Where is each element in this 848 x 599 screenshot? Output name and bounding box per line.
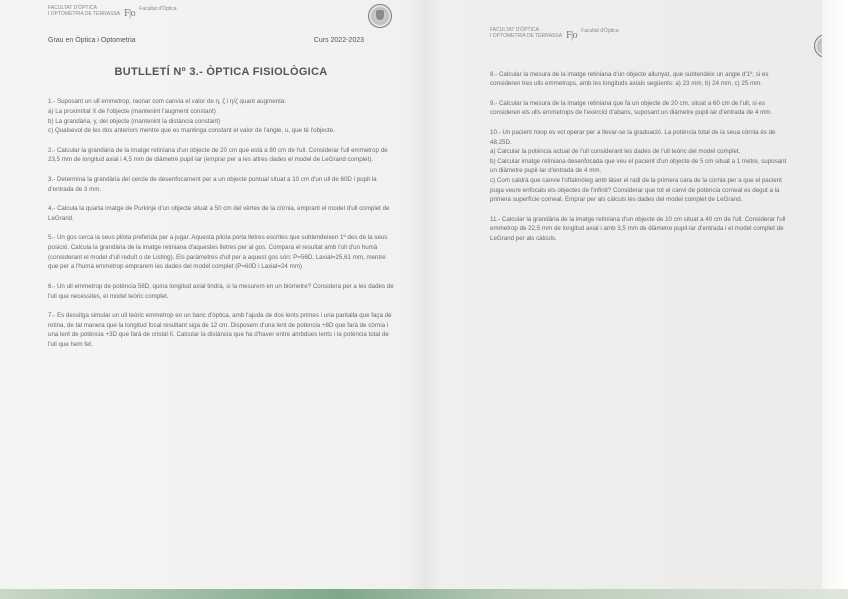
- left-exercise-list: [48, 97, 394, 349]
- exercise-9: [490, 99, 794, 118]
- desk-edge: [0, 589, 848, 599]
- logo-line-2: I OPTOMETRIA DE TERRASSA: [48, 10, 121, 17]
- logo-text-right: Facultat d'Òptica: [581, 28, 619, 34]
- exercise-7: [48, 311, 394, 349]
- exercise-line: 4.- Calcula la quarta imatge de Purkinje d'un objecte situat a 50 cm del vèrtex de la còrnia, emprant el model d'ull complet de LeGrand.: [48, 205, 390, 222]
- exercise-2: [48, 146, 394, 165]
- exercise-line: a) Calcular la potència actual de l'ull considerant les dades de l'ull teòric del model complet.: [490, 148, 741, 156]
- exercise-line: 7.- Es dessitga simular un ull teòric emmetrop en un banc d'òptica, amb l'ajuda de dos lents primes i una pantalla que faça de retina, de tal manera que la longitud focal resultant siga de 12 cm. Disposem d'una lent de potència +8D que farà de còrnia i una lent de potència +3D que farà de cristal·lí. Calcular la distància que ha d'haver entre ambdues lents i la potència total de l'ull que hem fet.: [48, 312, 392, 348]
- exercise-line: 3.- Determina la grandària del cercle de desenfocament per a un objecte puntual situat a 10 cm d'un ull de 60D i pupil·la d'entrada de 3 mm.: [48, 176, 377, 193]
- exercise-line: a) La proximitat X de l'objecte (mantenint l'augment constant): [48, 108, 216, 115]
- exercise-6: [48, 282, 394, 301]
- exercise-line: 1.- Suposant un ull emmetrop, raonar com canvia el valor de η, ζ i η/ζ quant augmenta:: [48, 98, 286, 106]
- exercise-line: c) Com caldrà que canvie l'oftalmòleg amb làser el radi de la primera cara de la còrnia per a que el pacient puga veure enfocats els objectes de l'infinit? Considerar que tot el canvi de potència corneal es degut a la primera superfície corneal. Emprar per als càlculs les dades del model complet de LeGrand.: [490, 176, 782, 204]
- logo-line-1-right: FACULTAT D'ÒPTICA: [490, 27, 539, 33]
- logo-lines-right: [490, 28, 562, 39]
- faculty-logo: [48, 6, 394, 22]
- exercise-11: [490, 215, 794, 244]
- exercise-line: 10.- Un pacient miop es vol operar per a llevar-se la graduació. La potència total de la seua còrnia és de 48,25D.: [490, 128, 776, 146]
- university-seal-icon: [368, 4, 392, 28]
- exercise-8: [490, 70, 794, 89]
- exercise-line: 9.- Calcular la mesura de la imatge retiniana que fa un objecte de 20 cm, situat a 60 cm de l'ull, si es consideren els ulls emmetrops de l'exercici d'abans, suposant un diàmetre pupil·lar d'entrada de 4 mm.: [490, 99, 773, 117]
- bulletin-title: BUTLLETÍ Nº 3.- ÒPTICA FISIOLÒGICA: [114, 66, 328, 79]
- course-name: Grau en Òptica i Optometria: [48, 36, 136, 44]
- exercise-line: 11.- Calcular la grandària de la imatge retiniana d'un objecte de 10 cm situat a 40 cm de l'ull. Considerar l'ull emmetrop de 22,5 mm de longitud axial i amb 3,5 mm de diàmetre pupil·lar d'entrada i el model complet de LeGrand per als càlculs.: [490, 215, 786, 243]
- logo-lines: [48, 6, 120, 17]
- exercise-line: 8.- Calcular la mesura de la imatge retiniana d'un objecte allunyat, que subtendeix un angle d'1º, si es consideren tres ulls emmetrops, amb les longituds axials següents: a) 23 mm, b) 24 mm, c) 25 mm.: [490, 70, 769, 88]
- logo-wordmark-right: F|o: [566, 30, 578, 41]
- exercise-line: 6.- Un ull emmetrop de potència 58D, quina longitud axial tindrà, si la mesurem en un biòmetre? Considera per a les dades de l'ull que necessites, el model teòric complet.: [48, 282, 394, 300]
- logo-line-1: FACULTAT D'ÒPTICA: [48, 5, 97, 11]
- page-edge: [822, 0, 848, 599]
- right-exercise-list: [490, 70, 794, 244]
- exercise-10: [490, 128, 794, 205]
- exercise-line: c) Qualsevol de les dos anteriors mentre que es mantinga constant el valor de l'angle, u, que té l'objecte.: [48, 127, 335, 135]
- exercise-line: b) Calcular imatge retiniana desenfocada que veu el pacient d'un objecte de 5 cm situat a 1 metre, suposant un diàmetre pupil·lar d'entrada de 4 mm.: [490, 157, 787, 175]
- left-page: [48, 6, 394, 360]
- exercise-3: [48, 175, 394, 194]
- exercise-line: b) La grandària, y, del objecte (mantenint la distància constant): [48, 117, 221, 125]
- exercise-5: [48, 233, 394, 271]
- logo-line-2-right: I OPTOMETRIA DE TERRASSA: [490, 32, 563, 39]
- faculty-logo-right: [490, 28, 794, 44]
- logo-text: Facultat d'Òptica: [139, 6, 177, 12]
- exercise-4: [48, 204, 394, 223]
- course-year: Curs 2022-2023: [313, 36, 364, 44]
- course-header: [48, 36, 394, 47]
- right-page: [490, 28, 794, 254]
- logo-wordmark: F|o: [124, 8, 136, 19]
- exercise-1: [48, 97, 394, 135]
- exercise-line: 5.- Un gos cerca la seus pilota preferida per a jugar. Aquesta pilota porta lletres escrites que subtendeixen 1º des de la seus posició. Calcula la grandària de la imatge retiniana d'aquestes lletres per al gos. Compara el resultat amb l'ull d'un humà (considerant el model d'ull reduït o de Listing). Els paràmetres d'ull per a aquest gos són: P=56D, Laxial=25,61 mm, mentre que per a l'humà emmetrop emprarem les dades del model complet (P=60D i Laxial=24 mm): [48, 234, 388, 271]
- exercise-line: 2.- Calcular la grandària de la imatge retiniana d'un objecte de 20 cm que està a 80 cm de l'ull. Considerar l'ull emmetrop de 23,5 mm de longitud axial i 4,5 mm de diàmetre pupil·lar (emprar per a les altres dades el model de LeGrand complet).: [48, 146, 388, 164]
